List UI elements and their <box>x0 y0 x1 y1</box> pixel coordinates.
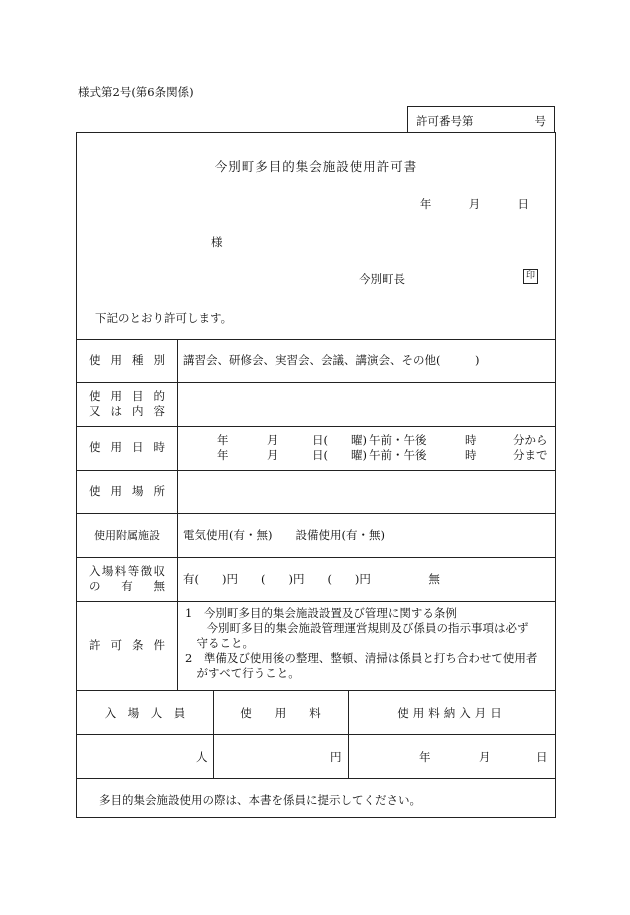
attendees-header: 入 場 人 員 <box>104 706 186 720</box>
dt1-day: 日( 曜) <box>312 433 367 447</box>
paid-date-header: 使用料納入月日 <box>397 706 506 720</box>
dt1-hour: 時 <box>465 433 477 447</box>
condition-line: 2 準備及び使用後の整理、整頓、清掃は係員と打ち合わせて使用者 <box>185 651 538 665</box>
usage-type-value: 講習会、研修会、実習会、会議、講演会、その他( ) <box>183 353 480 367</box>
paid-day: 日 <box>536 750 548 764</box>
condition-line: 今別町多目的集会施設管理運営規則及び係員の指示事項は必ず <box>195 621 529 635</box>
issuer-name: 今別町長 <box>359 272 405 286</box>
dt1-minute: 分から <box>513 433 548 447</box>
condition-line: 1 今別町多目的集会施設設置及び管理に関する条例 <box>185 606 457 620</box>
dt1-year: 年 <box>217 433 229 447</box>
dt2-day: 日( 曜) <box>312 448 367 462</box>
divider <box>77 690 555 691</box>
label-column-divider <box>177 339 178 690</box>
divider <box>77 557 555 558</box>
fee-header: 使 用 料 <box>240 706 321 720</box>
permit-number-box <box>407 106 555 132</box>
form-id: 様式第2号(第6条関係) <box>78 85 194 99</box>
admission-label-line2: の 有 無 <box>89 579 165 593</box>
divider <box>77 513 555 514</box>
summary-divider <box>213 690 214 778</box>
issue-date <box>420 196 529 212</box>
dt2-ampm: 午前・午後 <box>369 448 427 462</box>
footer-note: 多目的集会施設使用の際は、本書を係員に提示してください。 <box>99 793 421 807</box>
usage-type-label: 使用種別 <box>89 353 165 367</box>
datetime-label: 使用日時 <box>89 440 165 454</box>
divider <box>77 734 555 735</box>
dt1-ampm: 午前・午後 <box>369 433 427 447</box>
admission-value: 有( )円 ( )円 ( )円 無 <box>183 572 440 586</box>
facilities-label: 使用附属施設 <box>94 529 160 542</box>
summary-divider <box>348 690 349 778</box>
dt2-minute: 分まで <box>513 448 548 462</box>
divider <box>77 426 555 427</box>
condition-line: がすべて行うこと。 <box>185 666 300 680</box>
form-title: 今別町多目的集会施設使用許可書 <box>214 159 418 174</box>
dt2-hour: 時 <box>465 448 477 462</box>
facilities-value: 電気使用(有・無) 設備使用(有・無) <box>183 528 385 542</box>
dt1-month: 月 <box>267 433 279 447</box>
dt2-year: 年 <box>217 448 229 462</box>
issue-date-day: 日 <box>517 197 529 211</box>
divider <box>77 382 555 383</box>
paid-year: 年 <box>419 750 431 764</box>
dt2-month: 月 <box>267 448 279 462</box>
divider <box>77 601 555 602</box>
permit-number-suffix: 号 <box>534 114 546 128</box>
issue-date-month: 月 <box>468 197 481 211</box>
conditions-label: 許可条件 <box>89 638 165 652</box>
purpose-label-line1: 使用目的 <box>89 389 165 403</box>
conditions-text <box>185 606 555 681</box>
addressee-suffix: 様 <box>211 235 223 249</box>
divider <box>77 339 555 340</box>
permit-note: 下記のとおり許可します。 <box>95 311 233 325</box>
divider <box>77 778 555 779</box>
attendees-unit: 人 <box>196 750 208 764</box>
issue-date-year: 年 <box>419 197 432 211</box>
condition-line: 守ること。 <box>185 636 254 650</box>
admission-label-line1: 入場料等徴収 <box>89 564 165 578</box>
place-label: 使用場所 <box>89 484 165 498</box>
permit-form <box>76 132 556 818</box>
divider <box>77 470 555 471</box>
seal-mark: 印 <box>523 269 538 284</box>
paid-month: 月 <box>479 750 491 764</box>
fee-unit: 円 <box>330 750 342 764</box>
permit-number-label: 許可番号第 <box>416 114 474 128</box>
purpose-label-line2: 又は内容 <box>89 404 165 418</box>
